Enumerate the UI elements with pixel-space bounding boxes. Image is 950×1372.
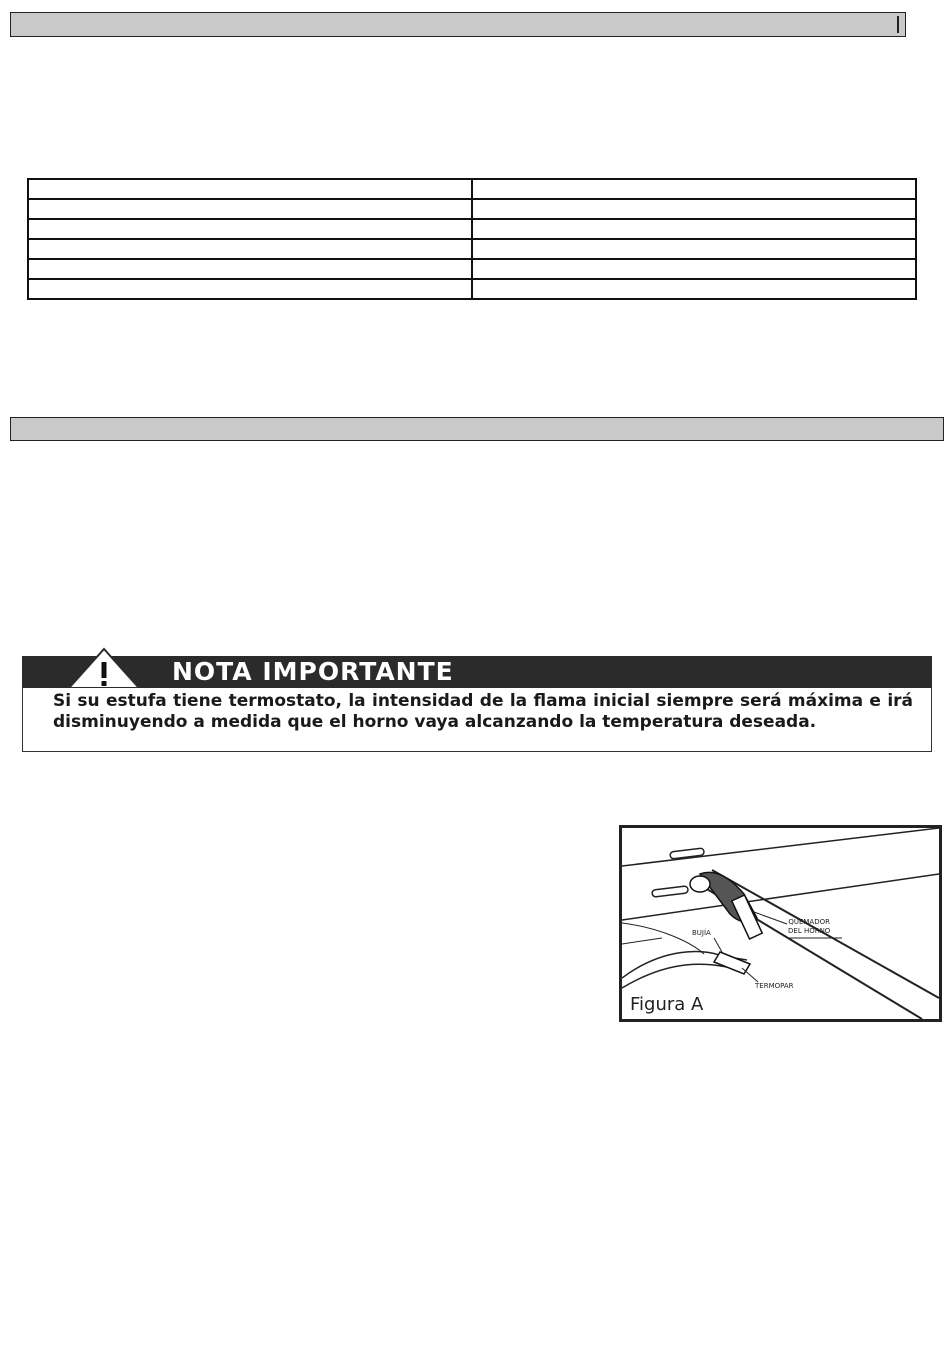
section-header-bar [10, 417, 944, 441]
table-cell [28, 219, 472, 239]
table-cell [28, 279, 472, 299]
note-title: NOTA IMPORTANTE [172, 657, 454, 686]
note-header [22, 656, 932, 688]
table-row [28, 199, 916, 219]
figure-label-line: DEL HORNO [788, 927, 831, 935]
note-text: Si su estufa tiene termostato, la intensidad de la flama inicial siempre será máxima e irá disminuyendo a medida que el horno vaya alcanzando la temperatura deseada. [53, 691, 913, 732]
table-row [28, 279, 916, 299]
table-cell [28, 179, 472, 199]
table-cell [472, 219, 916, 239]
table-cell [28, 259, 472, 279]
table-cell [472, 199, 916, 219]
figure-label-line: QUEMADOR [788, 918, 830, 926]
figure-label-bujia: BUJÍA [692, 929, 711, 937]
figure-a [619, 825, 942, 1022]
table-row [28, 179, 916, 199]
table-row [28, 239, 916, 259]
table-cell [28, 199, 472, 219]
section-header-bar [10, 12, 906, 37]
important-note-box [22, 647, 932, 753]
table-cell [28, 239, 472, 259]
table-cell [472, 279, 916, 299]
note-body [22, 688, 932, 752]
warning-triangle-icon [67, 647, 141, 689]
figure-label-termopar: TERMOPAR [755, 982, 794, 990]
table-row [28, 259, 916, 279]
table-row [28, 219, 916, 239]
figure-caption: Figura A [630, 994, 704, 1015]
figure-label-quemador [788, 918, 830, 936]
table-cell [472, 179, 916, 199]
table-cell [472, 259, 916, 279]
spec-table [27, 178, 917, 300]
table-cell [472, 239, 916, 259]
